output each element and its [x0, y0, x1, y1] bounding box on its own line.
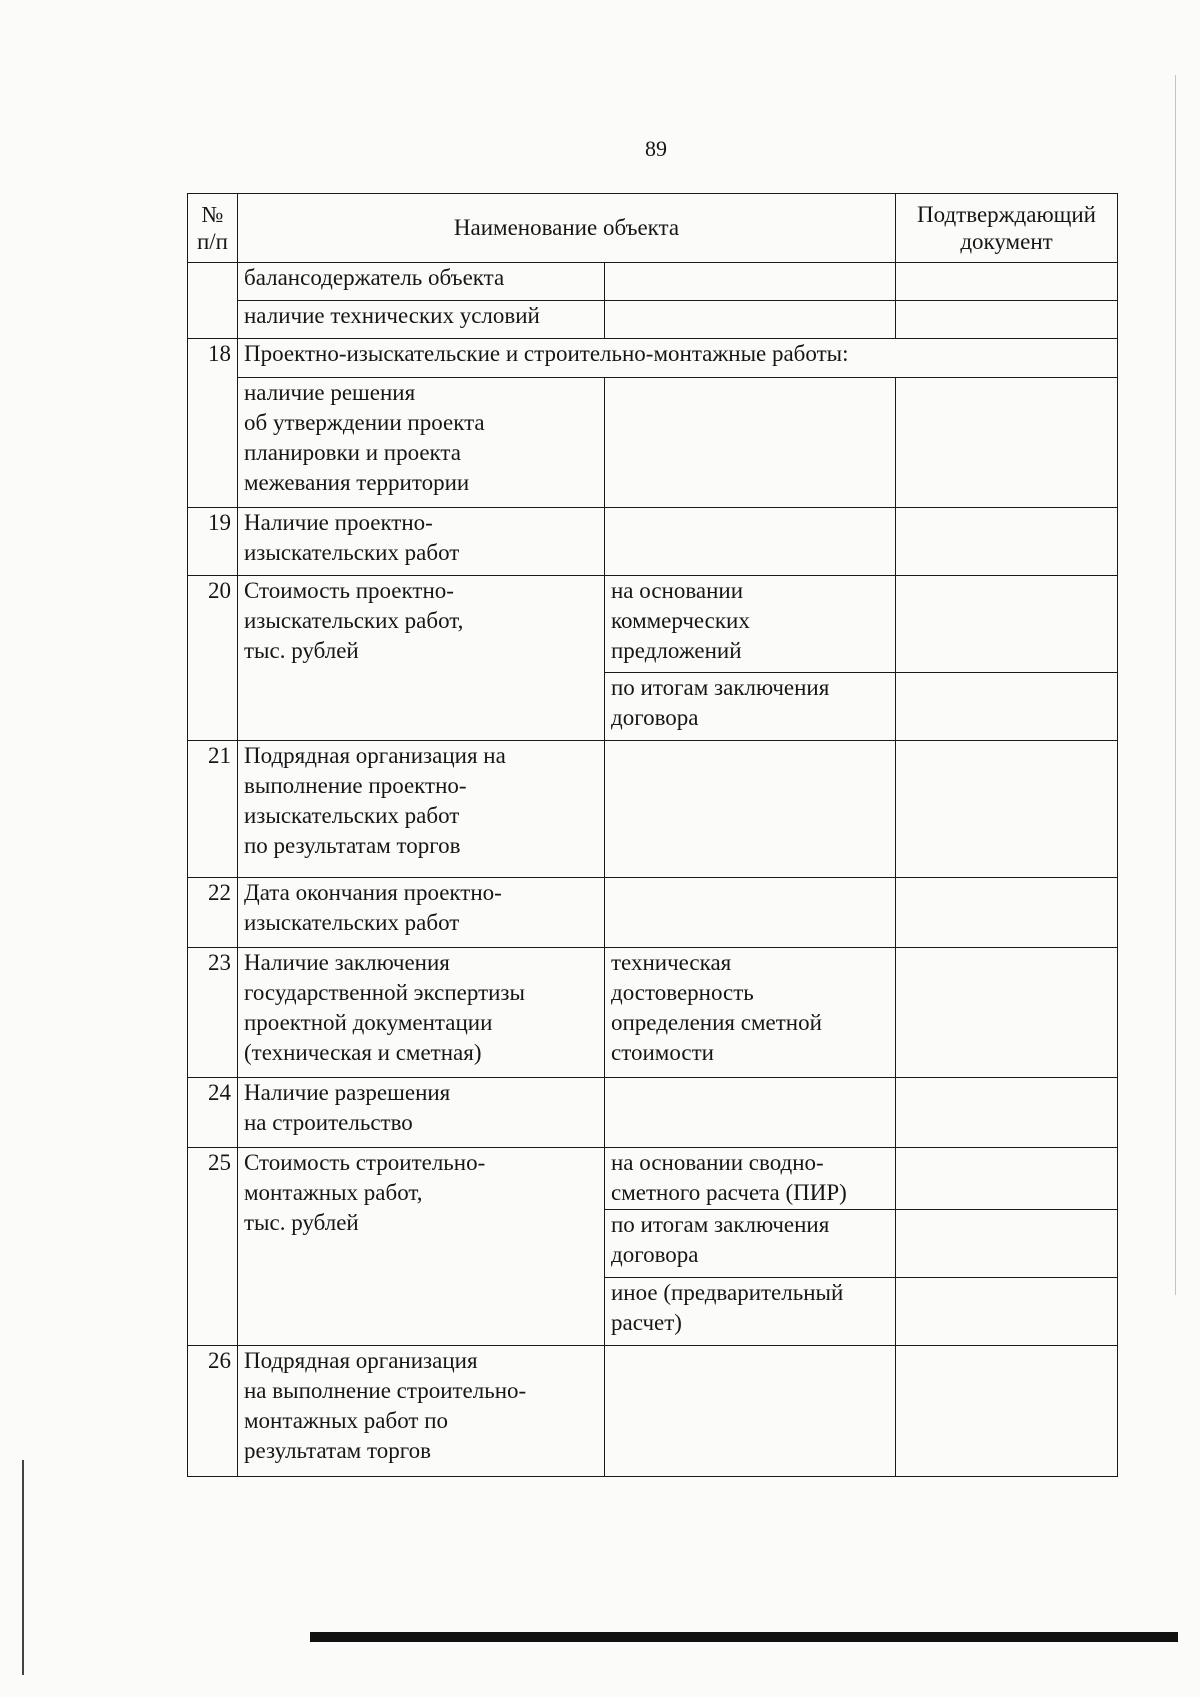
- row-number-cell: [188, 263, 238, 339]
- row-number: 22: [188, 878, 238, 948]
- row-document-cell: [896, 878, 1118, 948]
- row-document-cell: [896, 1078, 1118, 1148]
- row-detail-label: иное (предварительный расчет): [605, 1278, 896, 1346]
- row-value-cell: [605, 508, 896, 576]
- table-row: [188, 508, 1118, 576]
- header-number: № п/п: [188, 194, 238, 263]
- row-subitem-label: наличие решения об утверждении проекта планировки и проекта межевания территории: [238, 378, 605, 508]
- row-object-name: Наличие разрешения на строительство: [238, 1078, 605, 1148]
- table-row: [188, 1078, 1118, 1148]
- row-number: 21: [188, 741, 238, 878]
- row-detail-label: техническая достоверность определения сметной стоимости: [605, 948, 896, 1078]
- row-object-name: Подрядная организация на выполнение проектно- изыскательских работ по результатам торгов: [238, 741, 605, 878]
- row-document-cell: [896, 673, 1118, 741]
- table-row: [188, 378, 1118, 508]
- header-confirming-document: Подтверждающий документ: [896, 194, 1118, 263]
- row-number: 24: [188, 1078, 238, 1148]
- table-row: [188, 1346, 1118, 1477]
- row-number: 23: [188, 948, 238, 1078]
- row-subitem-label: балансодержатель объекта: [238, 263, 605, 301]
- row-value-cell: [605, 378, 896, 508]
- row-value-cell: [605, 741, 896, 878]
- table-row: [188, 301, 1118, 339]
- table-row: [188, 878, 1118, 948]
- row-subitem-label: наличие технических условий: [238, 301, 605, 339]
- table-row: [188, 339, 1118, 378]
- row-number: 25: [188, 1148, 238, 1346]
- row-document-cell: [896, 576, 1118, 673]
- row-number: 20: [188, 576, 238, 741]
- row-value-cell: [605, 301, 896, 339]
- scan-edge-line-left: [22, 1460, 24, 1675]
- row-number: 18: [188, 339, 238, 508]
- table-body: [188, 263, 1118, 1477]
- row-document-cell: [896, 1346, 1118, 1477]
- row-number: 19: [188, 508, 238, 576]
- table-header-row: [188, 194, 1118, 263]
- row-section-heading: Проектно-изыскательские и строительно-монтажные работы:: [238, 339, 1118, 378]
- scan-edge-bar-bottom: [310, 1632, 1178, 1642]
- header-object-name: Наименование объекта: [238, 194, 896, 263]
- table-row: [188, 263, 1118, 301]
- row-detail-label: на основании сводно- сметного расчета (ПИР): [605, 1148, 896, 1210]
- row-object-name: Подрядная организация на выполнение строительно- монтажных работ по результатам торгов: [238, 1346, 605, 1477]
- row-object-name: Наличие заключения государственной экспертизы проектной документации (техническая и сметная): [238, 948, 605, 1078]
- page-number: 89: [645, 136, 667, 161]
- row-document-cell: [896, 741, 1118, 878]
- row-number: 26: [188, 1346, 238, 1477]
- row-document-cell: [896, 301, 1118, 339]
- row-object-name: Стоимость строительно- монтажных работ, тыс. рублей: [238, 1148, 605, 1346]
- row-detail-label: по итогам заключения договора: [605, 673, 896, 741]
- row-document-cell: [896, 1210, 1118, 1278]
- row-document-cell: [896, 378, 1118, 508]
- row-detail-label: на основании коммерческих предложений: [605, 576, 896, 673]
- table-row: [188, 948, 1118, 1078]
- row-object-name: Наличие проектно- изыскательских работ: [238, 508, 605, 576]
- row-detail-label: по итогам заключения договора: [605, 1210, 896, 1278]
- table-row: [188, 741, 1118, 878]
- row-document-cell: [896, 948, 1118, 1078]
- row-document-cell: [896, 1278, 1118, 1346]
- scan-edge-line-right: [1175, 75, 1176, 1295]
- row-value-cell: [605, 1078, 896, 1148]
- row-document-cell: [896, 508, 1118, 576]
- row-document-cell: [896, 263, 1118, 301]
- table-row: [188, 576, 1118, 673]
- table-row: [188, 1148, 1118, 1210]
- row-value-cell: [605, 263, 896, 301]
- row-document-cell: [896, 1148, 1118, 1210]
- row-value-cell: [605, 1346, 896, 1477]
- row-value-cell: [605, 878, 896, 948]
- objects-table: [187, 193, 1118, 1477]
- row-object-name: Дата окончания проектно- изыскательских работ: [238, 878, 605, 948]
- row-object-name: Стоимость проектно- изыскательских работ, тыс. рублей: [238, 576, 605, 741]
